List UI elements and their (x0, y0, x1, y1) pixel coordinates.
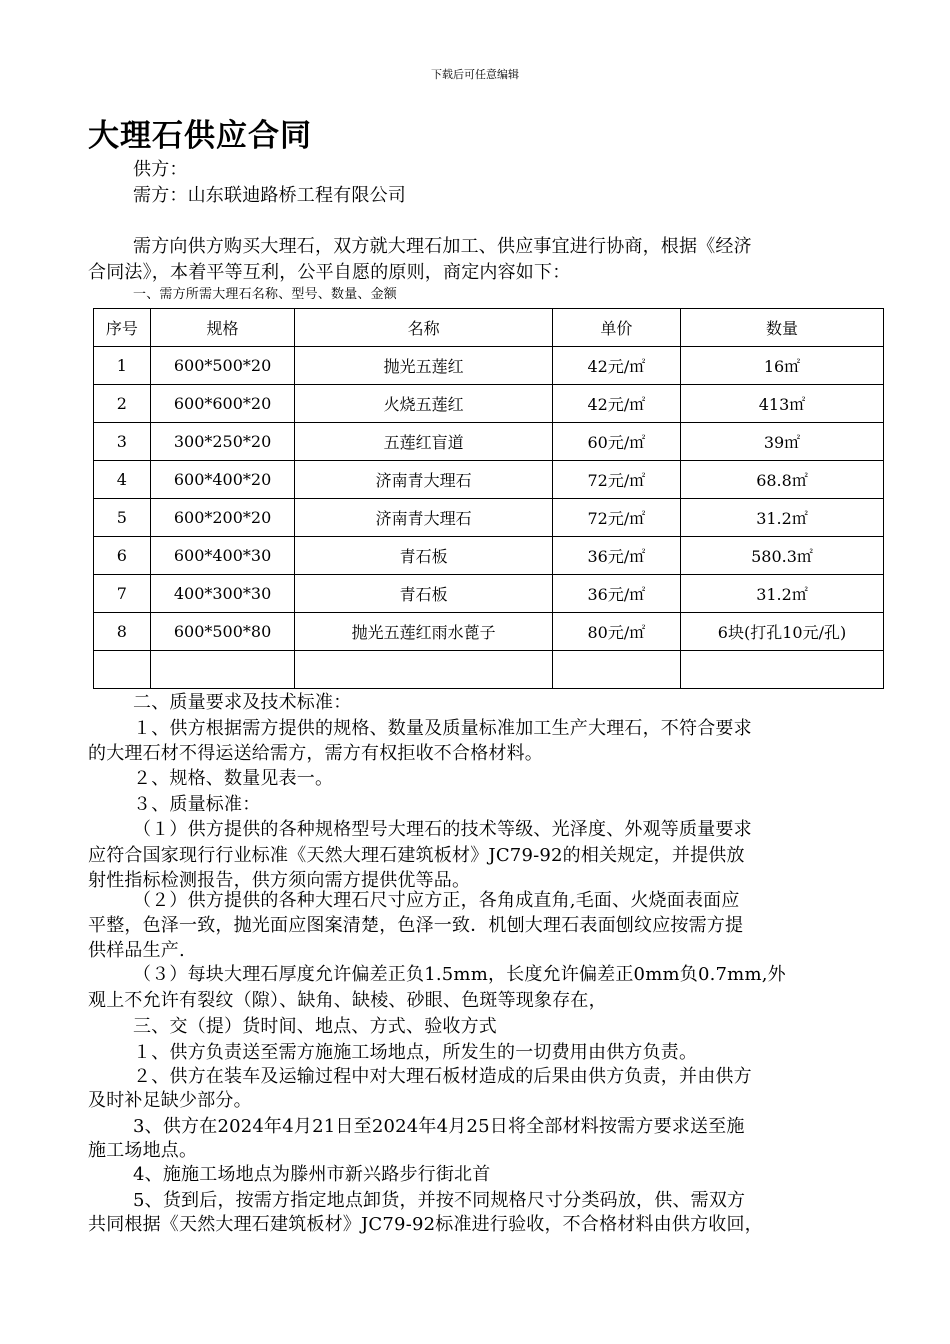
table-cell: 400*300*30 (150, 575, 295, 613)
table-cell: 7 (94, 575, 151, 613)
table-row-empty (94, 651, 884, 689)
body-line: 3、供方在2024年4月21日至2024年4月25日将全部材料按需方要求送至施 (133, 1116, 745, 1137)
document-title: 大理石供应合同 (88, 118, 312, 154)
body-line: （１）供方提供的各种规格型号大理石的技术等级、光泽度、外观等质量要求 (133, 819, 752, 840)
table-cell: 600*500*80 (150, 613, 295, 651)
body-line: ２、供方在装车及运输过程中对大理石板材造成的后果由供方负责，并由供方 (133, 1066, 752, 1087)
table-row (94, 347, 884, 385)
buyer-line: 需方：山东联迪路桥工程有限公司 (133, 185, 406, 206)
body-line: （３）每块大理石厚度允许偏差正负1.5mm，长度允许偏差正0mm负0.7mm,外 (133, 964, 786, 985)
table-cell: 抛光五莲红雨水蓖子 (295, 613, 552, 651)
body-line: ２、规格、数量见表一。 (133, 768, 334, 789)
table-cell: 42元/㎡ (552, 385, 680, 423)
body-line: 的大理石材不得运送给需方，需方有权拒收不合格材料。 (88, 743, 543, 764)
table-cell: 72元/㎡ (552, 461, 680, 499)
table-cell: 青石板 (295, 537, 552, 575)
table-cell: 4 (94, 461, 151, 499)
table-row (94, 537, 884, 575)
table-cell: 火烧五莲红 (295, 385, 552, 423)
table-cell: 2 (94, 385, 151, 423)
table-cell (150, 651, 295, 689)
body-line: 及时补足缺少部分。 (88, 1090, 252, 1111)
table-cell: 80元/㎡ (552, 613, 680, 651)
table-cell: 31.2㎡ (681, 499, 884, 537)
table-cell: 39㎡ (681, 423, 884, 461)
table-row (94, 461, 884, 499)
header-note: 下载后可任意编辑 (431, 68, 519, 81)
table-row (94, 575, 884, 613)
table-cell (94, 651, 151, 689)
body-line: 供样品生产. (88, 940, 185, 961)
body-line: ３、质量标准： (133, 794, 261, 815)
table-cell: 413㎡ (681, 385, 884, 423)
table-cell: 青石板 (295, 575, 552, 613)
supplier-line: 供方： (133, 159, 188, 180)
table-cell: 300*250*20 (150, 423, 295, 461)
body-line: 共同根据《天然大理石建筑板材》JC79-92标准进行验收，不合格材料由供方收回， (88, 1214, 763, 1235)
body-line: 应符合国家现行行业标准《天然大理石建筑板材》JC79-92的相关规定，并提供放 (88, 845, 745, 866)
table-cell: 8 (94, 613, 151, 651)
table-cell: 济南青大理石 (295, 499, 552, 537)
table-cell (552, 651, 680, 689)
table-cell: 1 (94, 347, 151, 385)
intro-line-1: 需方向供方购买大理石，双方就大理石加工、供应事宜进行协商，根据《经济 (133, 236, 752, 257)
header-cell: 名称 (295, 309, 552, 347)
table-cell: 600*400*20 (150, 461, 295, 499)
table-cell: 68.8㎡ (681, 461, 884, 499)
table-cell: 6 (94, 537, 151, 575)
body-line: （２）供方提供的各种大理石尺寸应方正，各角成直角,毛面、火烧面表面应 (133, 890, 740, 911)
table-row (94, 499, 884, 537)
header-cell: 数量 (681, 309, 884, 347)
table-cell: 72元/㎡ (552, 499, 680, 537)
section1-heading: 一、需方所需大理石名称、型号、数量、金额 (133, 287, 398, 302)
table-cell: 36元/㎡ (552, 575, 680, 613)
header-cell: 规格 (150, 309, 295, 347)
section3-heading: 三、交（提）货时间、地点、方式、验收方式 (133, 1016, 497, 1037)
table-row (94, 385, 884, 423)
body-line: １、供方根据需方提供的规格、数量及质量标准加工生产大理石，不符合要求 (133, 718, 752, 739)
table-cell: 16㎡ (681, 347, 884, 385)
materials-table (93, 308, 884, 689)
body-line: 射性指标检测报告，供方须向需方提供优等品。 (88, 870, 471, 891)
section2-heading: 二、质量要求及技术标准： (133, 692, 352, 713)
table-cell: 600*600*20 (150, 385, 295, 423)
table-row (94, 613, 884, 651)
body-line: 观上不允许有裂纹（隙）、缺角、缺棱、砂眼、色斑等现象存在， (88, 990, 607, 1011)
table-header-row (94, 309, 884, 347)
header-cell: 单价 (552, 309, 680, 347)
table-cell: 31.2㎡ (681, 575, 884, 613)
table-cell: 60元/㎡ (552, 423, 680, 461)
table-cell: 5 (94, 499, 151, 537)
table-cell: 3 (94, 423, 151, 461)
table-row (94, 423, 884, 461)
table-cell: 五莲红盲道 (295, 423, 552, 461)
intro-line-2: 合同法》，本着平等互利，公平自愿的原则，商定内容如下： (88, 262, 571, 283)
table-cell: 600*400*30 (150, 537, 295, 575)
body-line: 5、货到后，按需方指定地点卸货，并按不同规格尺寸分类码放，供、需双方 (133, 1190, 746, 1211)
table-cell (295, 651, 552, 689)
table-cell: 6块(打孔10元/孔) (681, 613, 884, 651)
table-cell: 600*500*20 (150, 347, 295, 385)
body-line: 施工场地点。 (88, 1140, 198, 1161)
body-line: 平整，色泽一致，抛光面应图案清楚，色泽一致．机刨大理石表面刨纹应按需方提 (88, 915, 744, 936)
table-cell: 抛光五莲红 (295, 347, 552, 385)
table-cell: 580.3㎡ (681, 537, 884, 575)
table-cell (681, 651, 884, 689)
table-cell: 济南青大理石 (295, 461, 552, 499)
header-cell: 序号 (94, 309, 151, 347)
table-cell: 36元/㎡ (552, 537, 680, 575)
table-cell: 42元/㎡ (552, 347, 680, 385)
body-line: １、供方负责送至需方施施工场地点，所发生的一切费用由供方负责。 (133, 1042, 698, 1063)
table-cell: 600*200*20 (150, 499, 295, 537)
body-line: 4、施施工场地点为滕州市新兴路步行街北首 (133, 1164, 491, 1185)
